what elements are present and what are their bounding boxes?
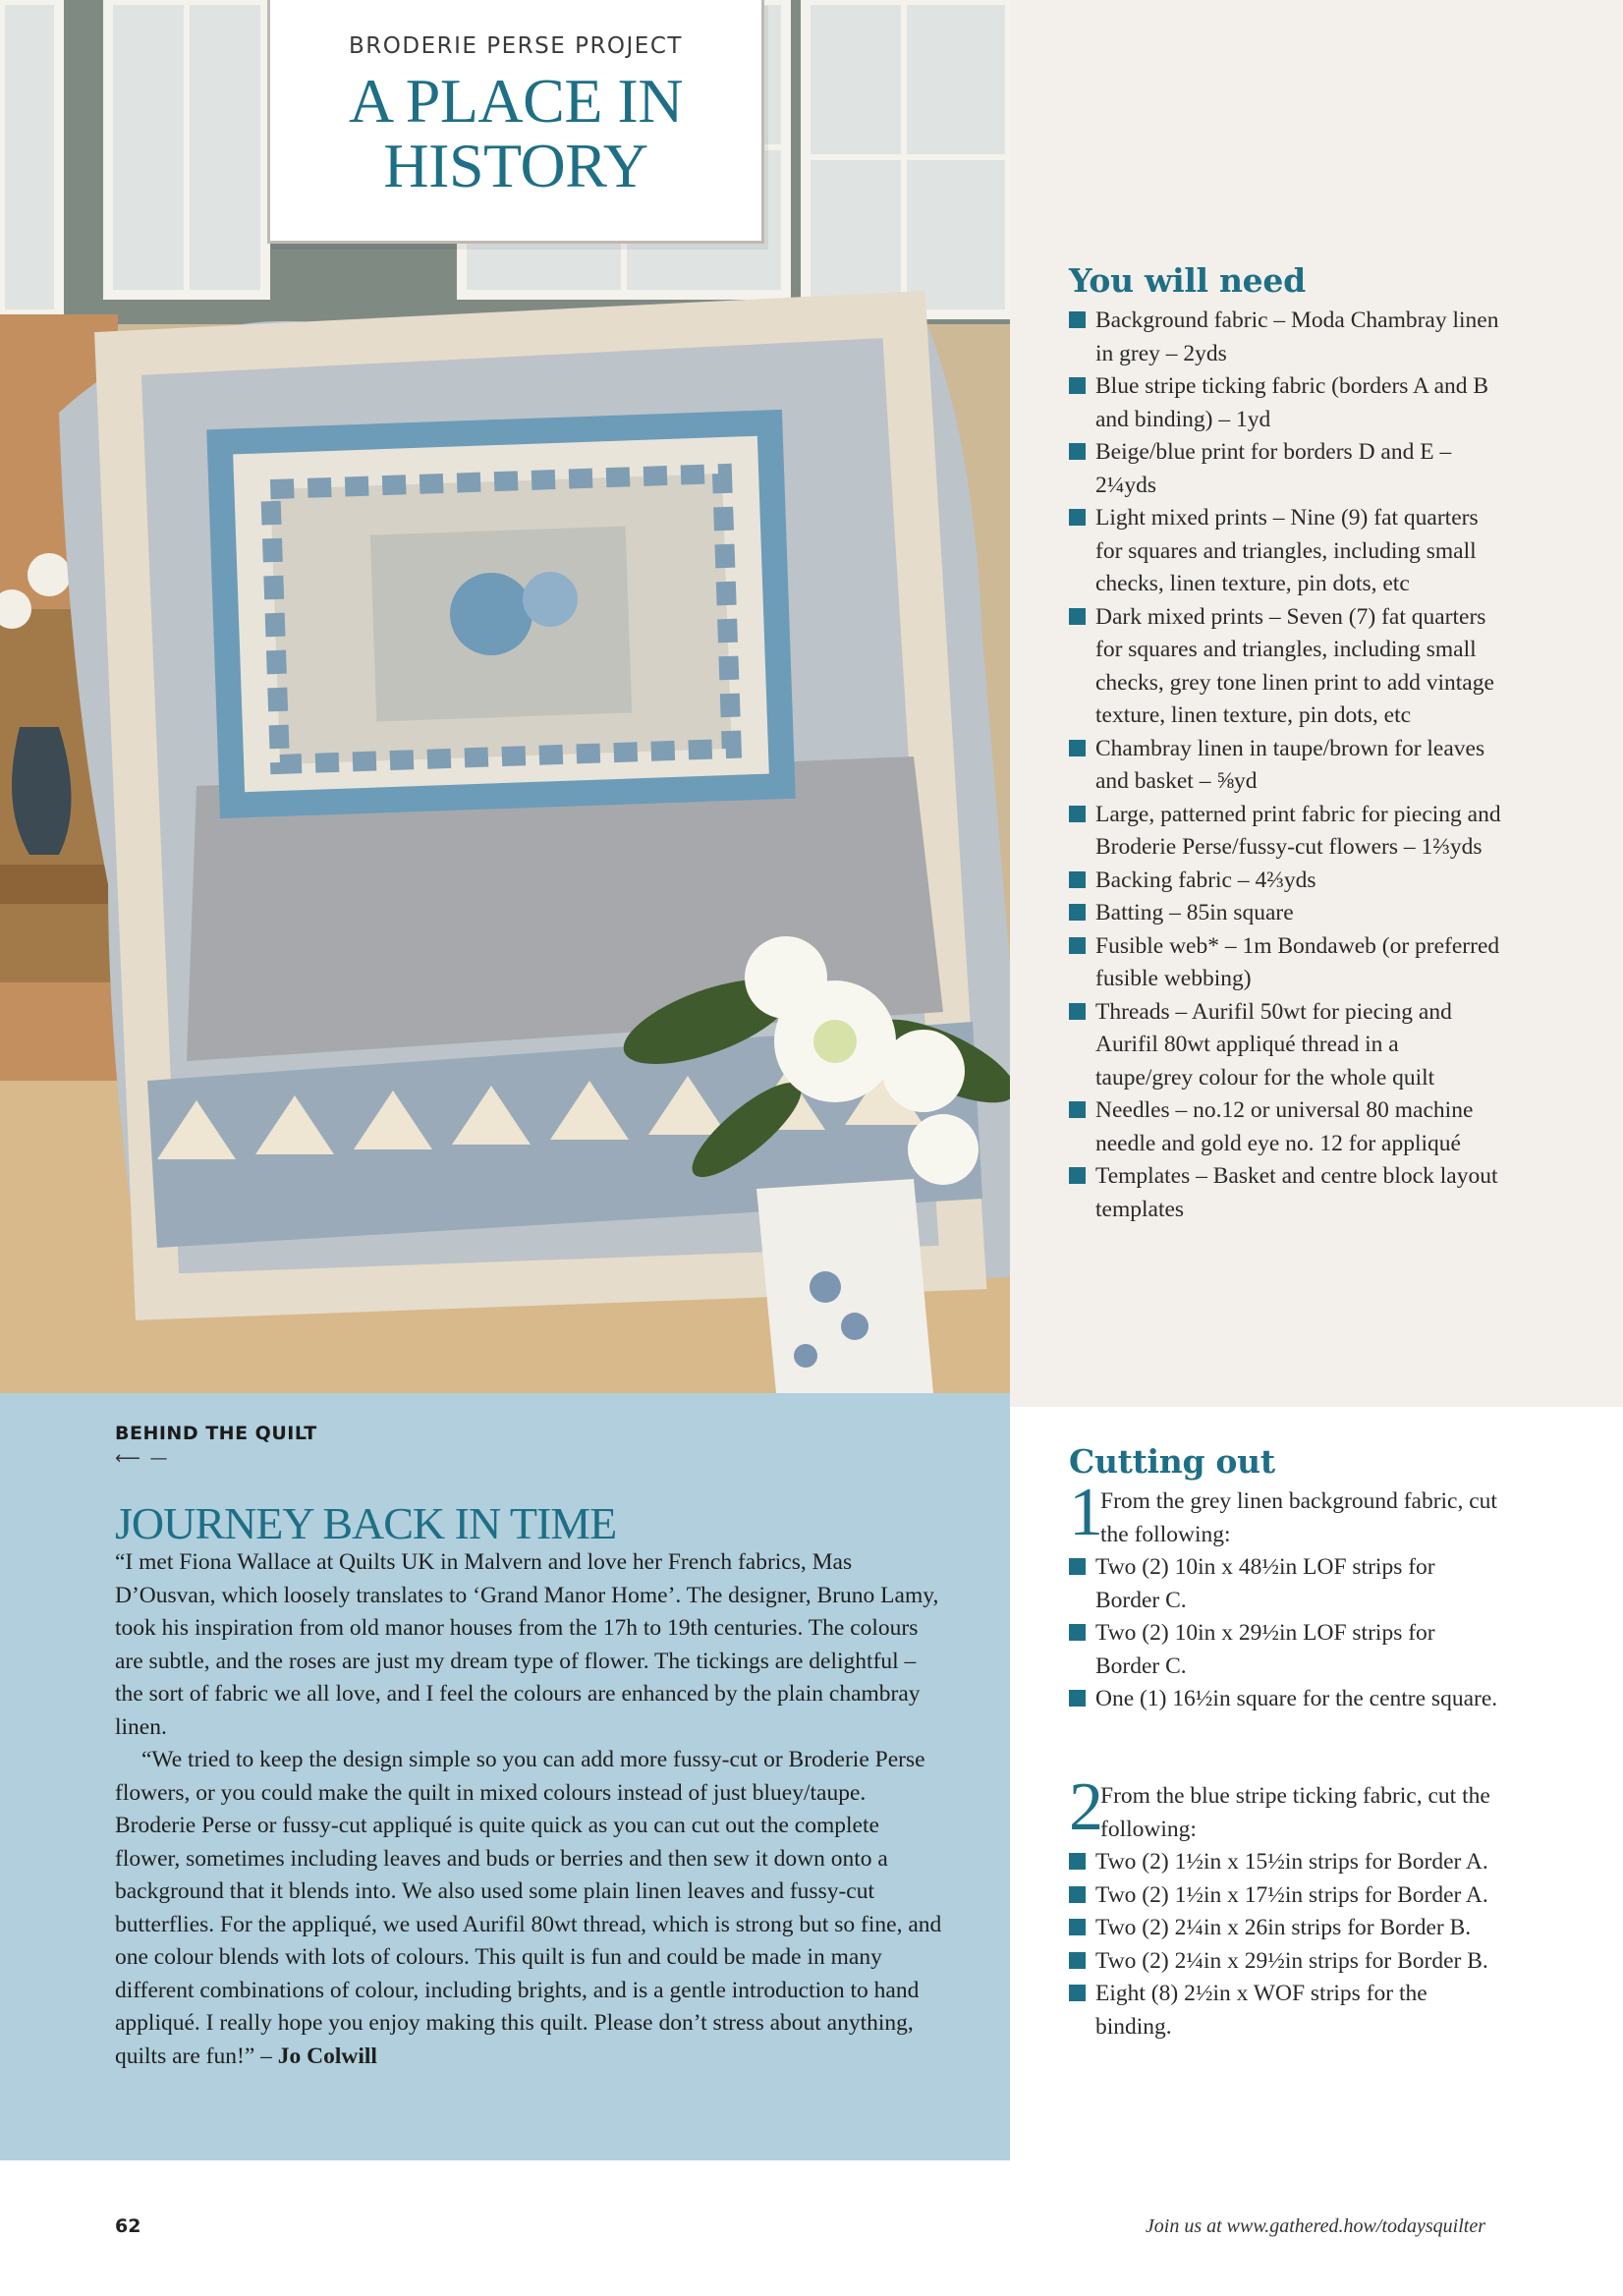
page-title (270, 66, 761, 200)
bullet-square-icon (1069, 1952, 1086, 1969)
cutting-list (1069, 1846, 1501, 2044)
list-item: Eight (8) 2½in x WOF strips for the binding. (1069, 1978, 1501, 2044)
list-item: Blue stripe ticking fabric (borders A and B and binding) – 1yd (1069, 370, 1501, 436)
cutting-out-heading: Cutting out (1069, 1442, 1275, 1481)
bullet-square-icon (1069, 937, 1086, 954)
cutting-step-1 (1069, 1475, 1501, 1716)
journey-heading: JOURNEY BACK IN TIME (115, 1498, 617, 1548)
step-number: 2 (1069, 1769, 1103, 1845)
journey-paragraph-2: “We tried to keep the design simple so you can add more fussy-cut or Broderie Perse flowers, or you could make the quilt in mixed colours instead of just bluey/taupe. Broderie Perse or fussy-cut appliqué is quite quick as you can cut out the complete flower, sometimes including leaves and buds or berries and then sew it down onto a background that it blends into. We also used some plain linen leaves and fussy-cut butterflies. For the appliqué, we used Aurifil 80wt thread, which is strong but so fine, and one colour blends with lots of colours. This quilt is fun and could be made in many different combinations of colour, including brights, and is a gentle introduction to hand appliqué. I really hope you enjoy making this quilt. Please don’t stress about anything, quilts are fun!” – Jo Colwill (115, 1747, 942, 2069)
bullet-square-icon (1069, 740, 1086, 756)
step-number: 1 (1069, 1475, 1103, 1550)
bullet-square-icon (1069, 1985, 1086, 2001)
bullet-square-icon (1069, 1690, 1086, 1707)
bullet-square-icon (1069, 1101, 1086, 1118)
bullet-square-icon (1069, 1919, 1086, 1935)
step-intro: 1 From the grey linen background fabric, cut the following: (1069, 1475, 1497, 1550)
cutting-step-2 (1069, 1769, 1501, 2044)
list-item: Backing fabric – 4⅔yds (1069, 865, 1501, 898)
list-item: Two (2) 1½in x 17½in strips for Border A. (1069, 1879, 1501, 1913)
bullet-square-icon (1069, 443, 1086, 460)
list-item: Light mixed prints – Nine (9) fat quarters for squares and triangles, including small checks, linen texture, pin dots, etc (1069, 502, 1501, 601)
page-title-line-2: HISTORY (383, 131, 648, 200)
list-item: Large, patterned print fabric for piecing and Broderie Perse/fussy-cut flowers – 1⅔yds (1069, 799, 1501, 865)
bullet-square-icon (1069, 904, 1086, 921)
list-item: Two (2) 2¼in x 26in strips for Border B. (1069, 1912, 1501, 1945)
list-item: Templates – Basket and centre block layout templates (1069, 1160, 1501, 1226)
bullet-square-icon (1069, 1003, 1086, 1020)
page-number: 62 (115, 2215, 141, 2237)
bullet-square-icon (1069, 377, 1086, 394)
you-will-need-heading: You will need (1069, 261, 1306, 300)
list-item: Needles – no.12 or universal 80 machine needle and gold eye no. 12 for appliqué (1069, 1094, 1501, 1160)
bullet-square-icon (1069, 806, 1086, 822)
bullet-square-icon (1069, 1167, 1086, 1184)
list-item: One (1) 16½in square for the centre square. (1069, 1683, 1501, 1716)
list-item: Two (2) 1½in x 15½in strips for Border A. (1069, 1846, 1501, 1879)
journey-paragraph-1: “I met Fiona Wallace at Quilts UK in Malvern and love her French fabrics, Mas D’Ousvan, which loosely translates to ‘Grand Manor Home’. The designer, Bruno Lamy, took his inspiration from old manor houses from the 17h to 19th centuries. The colours are subtle, and the roses are just my dream type of flower. The tickings are delightful – the sort of fabric we all love, and I feel the colours are enhanced by the plain chambray linen. (115, 1549, 939, 1740)
journey-body (115, 1546, 945, 2073)
section-label: BEHIND THE QUILT (115, 1423, 317, 1444)
you-will-need-list (1069, 305, 1501, 1226)
bullet-square-icon (1069, 509, 1086, 526)
title-kicker: BRODERIE PERSE PROJECT (349, 33, 683, 59)
bullet-square-icon (1069, 871, 1086, 888)
bullet-square-icon (1069, 1624, 1086, 1641)
list-item: Two (2) 2¼in x 29½in strips for Border B. (1069, 1945, 1501, 1979)
footer-link[interactable]: Join us at www.gathered.how/todaysquilter (1145, 2215, 1485, 2237)
list-item: Beige/blue print for borders D and E – 2¼yds (1069, 436, 1501, 502)
cutting-list (1069, 1551, 1501, 1716)
list-item: Chambray linen in taupe/brown for leaves and basket – ⅝yd (1069, 733, 1501, 799)
bullet-square-icon (1069, 311, 1086, 328)
bullet-square-icon (1069, 1853, 1086, 1870)
arrow-left-icon: ⟵ — (115, 1448, 170, 1469)
list-item: Threads – Aurifil 50wt for piecing and Aurifil 80wt appliqué thread in a taupe/grey colour for the whole quilt (1069, 996, 1501, 1095)
list-item: Dark mixed prints – Seven (7) fat quarters for squares and triangles, including small checks, grey tone linen print to add vintage texture, linen texture, pin dots, etc (1069, 601, 1501, 733)
bullet-square-icon (1069, 1558, 1086, 1575)
list-item: Background fabric – Moda Chambray linen in grey – 2yds (1069, 305, 1501, 370)
author-signature: Jo Colwill (277, 2043, 377, 2069)
page-title-line-1: A PLACE IN (349, 66, 683, 136)
bullet-square-icon (1069, 608, 1086, 625)
title-box (267, 0, 764, 244)
bullet-square-icon (1069, 1886, 1086, 1903)
list-item: Two (2) 10in x 48½in LOF strips for Border C. (1069, 1551, 1501, 1617)
list-item: Two (2) 10in x 29½in LOF strips for Border C. (1069, 1617, 1501, 1683)
step-intro: 2 From the blue stripe ticking fabric, cut the following: (1069, 1769, 1490, 1845)
list-item: Fusible web* – 1m Bondaweb (or preferred fusible webbing) (1069, 930, 1501, 996)
list-item: Batting – 85in square (1069, 897, 1501, 930)
